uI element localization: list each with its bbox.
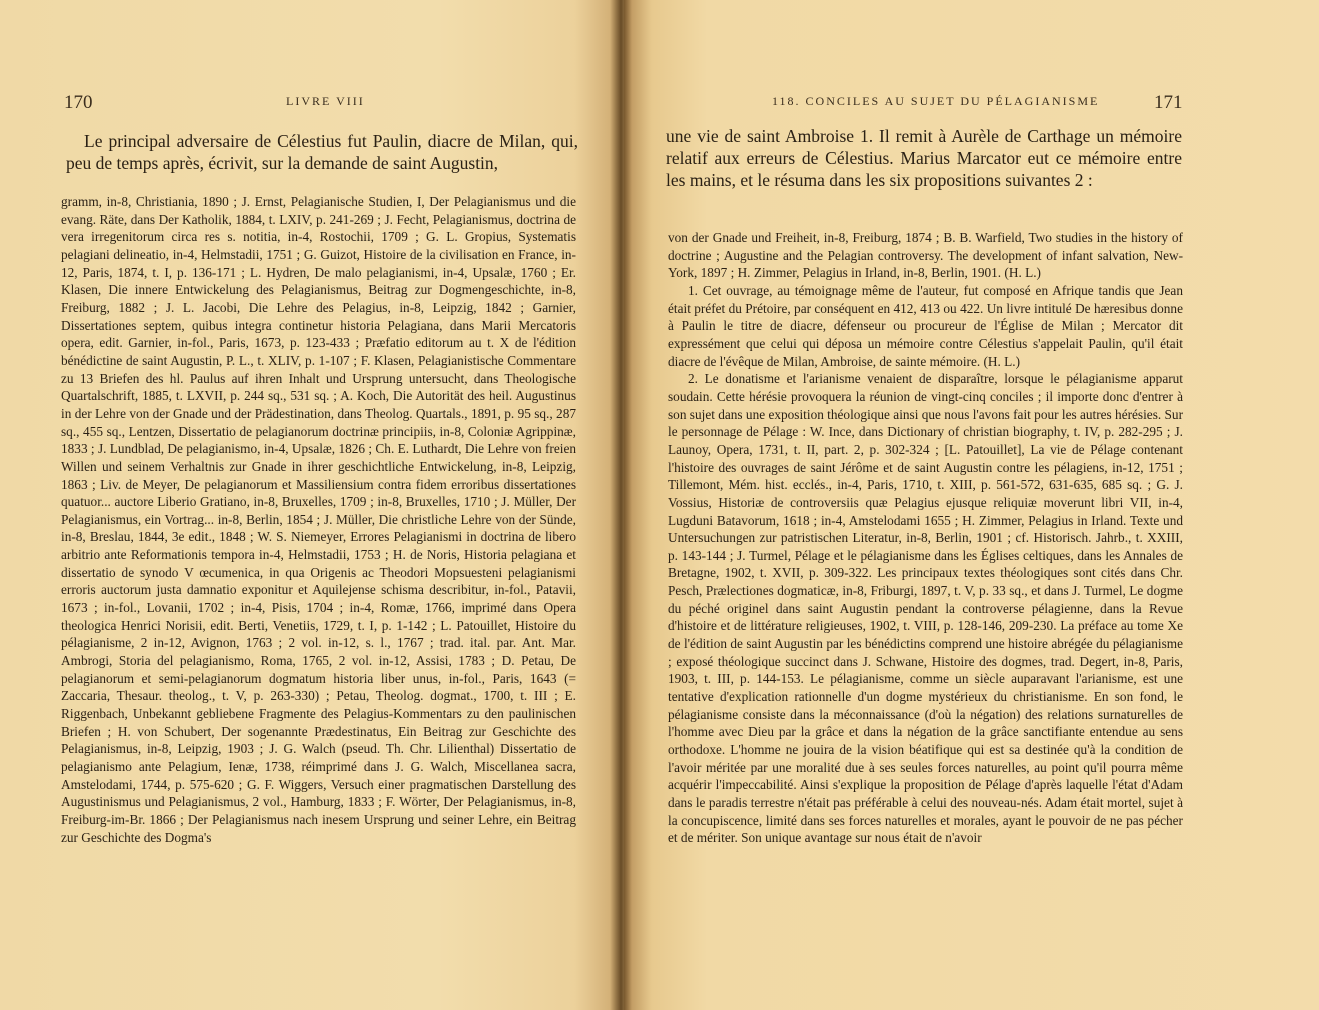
left-running-head: LIVRE VIII: [286, 94, 365, 108]
right-footnote-continuation: von der Gnade und Freiheit, in-8, Freiburg, 1874 ; B. B. Warfield, Two studies in the history of doctrine ; Augustine and the Pelagian controversy. The development of infant salvation, New-York, 1897 ; H. Zimmer, Pelagius in Irland, in-8, Berlin, 1901. (H. L.): [668, 230, 1183, 281]
left-lead-paragraph: [66, 130, 578, 174]
right-lead-text: une vie de saint Ambroise 1. Il remit à Aurèle de Carthage un mémoire relatif aux erreurs de Célestius. Marius Marcator eut ce mémoire entre les mains, et le résuma dans les six propositions suivantes 2 :: [666, 126, 1182, 190]
right-lead-paragraph: [666, 125, 1182, 191]
right-footnote-1: 1. Cet ouvrage, au témoignage même de l'auteur, fut composé en Afrique tandis que Jean était préfet du Prétoire, par conséquent en 412, 413 ou 422. Un livre intitulé De hæresibus donne à Paulin le titre de diacre, défenseur ou procureur de l'Église de Milan ; Mercator dit expressément que celui qui déposa un mémoire contre Célestius s'appelait Paulin, qu'il était diacre de l'évêque de Milan, Ambroise, de sainte mémoire. (H. L.): [668, 282, 1183, 369]
left-footnotes: [61, 193, 576, 846]
left-footnote-text: gramm, in-8, Christiania, 1890 ; J. Ernst, Pelagianische Studien, I, Der Pelagianismus und die evang. Räte, dans Der Katholik, 1884, t. LXIV, p. 241-269 ; J. Fecht, Pelagianismus, doctrina de vera irregenitorum circa res s. notitia, in-4, Rostochii, 1709 ; G. L. Gropius, Systematis pelagiani delineatio, in-4, Helmstadii, 1751 ; G. Guizot, Histoire de la civilisation en France, in-12, Paris, 1874, t. I, p. 136-171 ; L. Hydren, De malo pelagianismi, in-4, Upsalæ, 1760 ; Er. Klasen, Die innere Entwickelung des Pelagianismus, Beitrag zur Dogmengeschichte, in-8, Freiburg, 1882 ; J. L. Jacobi, Die Lehre des Pelagius, in-8, Leipzig, 1842 ; Garnier, Dissertationes septem, quibus integra continetur historia Pelagiana, dans Marii Mercatoris opera, edit. Garnier, in-fol., Paris, 1673, p. 123-433 ; Præfatio editorum au t. X de l'édition bénédictine de saint Augustin, P. L., t. XLIV, p. 1-107 ; F. Klasen, Pelagianistische Commentare zu 13 Briefen des hl. Paulus auf ihren Inhalt und Ursprung untersucht, dans Theologische Quartalschrift, 1885, t. LXVII, p. 244 sq., 531 sq. ; A. Koch, Die Autorität des heil. Augustinus in der Lehre von der Gnade und der Prädestination, dans Theolog. Quartals., 1891, p. 95 sq., 287 sq., 455 sq., Lentzen, Dissertatio de pelagianorum doctrinæ principiis, in-8, Coloniæ Agrippinæ, 1833 ; J. Lundblad, De pelagianismo, in-4, Upsalæ, 1826 ; Ch. E. Luthardt, Die Lehre von freien Willen und seinem Verhaltnis zur Gnade in ihrer geschichtliche Entwickelung, in-8, Leipzig, 1863 ; Liv. de Meyer, De pelagianorum et Massiliensium contra fidem erroribus dissertationes quatuor... auctore Liberio Gratiano, in-8, Bruxelles, 1709 ; in-8, Bruxelles, 1710 ; J. Müller, Der Pelagianismus, ein Vortrag... in-8, Berlin, 1854 ; J. Müller, Die christliche Lehre von der Sünde, in-8, Breslau, 1844, 3e edit., 1848 ; W. S. Niemeyer, Errores Pelagianismi in doctrina de libero arbitrio ante Reformationis tempora in-4, Helmstadii, 1753 ; H. de Noris, Historia pelagiana et dissertatio de synodo V œcumenica, in qua Origenis ac Theodori Mopsuesteni pelagianismi erroris auctorum justa damnatio exponitur et Aquilejense schisma describitur, in-fol., Patavii, 1673 ; in-fol., Lovanii, 1702 ; in-4, Pisis, 1704 ; in-4, Romæ, 1766, imprimé dans Opera theologica Henrici Norisii, edit. Berti, Venetiis, 1729, t. I, p. 1-142 ; L. Patouillet, Histoire du pélagianisme, 2 in-12, Avignon, 1763 ; 2 vol. in-12, s. l., 1767 ; trad. ital. par. Ant. Mar. Ambrogi, Storia del pelagianismo, Roma, 1765, 2 vol. in-12, Assisi, 1783 ; D. Petau, De pelagianorum et semi-pelagianorum dogmatum historia liber unus, in-fol., Paris, 1643 (= Zaccaria, Thesaur. theolog., t. V, p. 263-330) ; Petau, Theolog. dogmat., 1700, t. III ; E. Riggenbach, Unbekannt gebliebene Fragmente des Pelagius-Kommentars zu den paulinischen Briefen ; H. von Schubert, Der sogenannte Prædestinatus, Ein Beitrag zur Geschichte des Pelagianismus, in-8, Leipzig, 1903 ; J. G. Walch (pseud. Th. Chr. Lilienthal) Dissertatio de pelagianismo ante Pelagium, Ienæ, 1738, réimprimé dans J. G. Walch, Miscellanea sacra, Amstelodami, 1744, p. 575-620 ; G. F. Wiggers, Versuch einer pragmatischen Darstellung des Augustinismus und Pelagianismus, 2 vol., Hamburg, 1833 ; F. Wörter, Der Pelagianismus, in-8, Freiburg-im-Br. 1866 ; Der Pelagianismus nach inesem Ursprung und seiner Lehre, ein Beitrag zur Geschichte des Dogma's: [61, 194, 576, 845]
left-lead-text: Le principal adversaire de Célestius fut Paulin, diacre de Milan, qui, peu de temps après, écrivit, sur la demande de saint Augustin,: [66, 131, 578, 173]
book-gutter: [610, 0, 632, 1010]
right-page: [624, 0, 1319, 1010]
right-footnote-2: 2. Le donatisme et l'arianisme venaient de disparaître, lorsque le pélagianisme apparut soudain. Cette hérésie provoquera la réunion de vingt-cinq conciles ; il importe donc d'entrer à son sujet dans une exposition théologique ainsi que nous l'avons fait pour les autres hérésies. Sur le personnage de Pélage : W. Ince, dans Dictionary of christian biography, t. IV, p. 282-295 ; J. Launoy, Opera, 1731, t. II, part. 2, p. 302-324 ; [L. Patouillet], La vie de Pélage contenant l'histoire des ouvrages de saint Jérôme et de saint Augustin contre les pélagiens, in-12, 1751 ; Tillemont, Mém. hist. ecclés., in-4, Paris, 1710, t. XIII, p. 561-572, 631-635, 685 sq. ; G. J. Vossius, Historiæ de controversiis quæ Pelagius ejusque reliquiæ moverunt libri VII, in-4, Lugduni Batavorum, 1618 ; in-4, Amstelodami 1655 ; H. Zimmer, Pelagius in Irland. Texte und Untersuchungen zur patristischen Literatur, in-8, Berlin, 1901 ; cf. Historisch. Jahrb., t. XXIII, p. 143-144 ; J. Turmel, Pélage et le pélagianisme dans les Églises celtiques, dans les Annales de Bretagne, 1902, t. XVII, p. 309-322. Les principaux textes théologiques sont cités dans Chr. Pesch, Prælectiones dogmaticæ, in-8, Friburgi, 1897, t. V, p. 33 sq., et dans J. Turmel, Le dogme du péché originel dans saint Augustin pendant la controverse pélagienne, dans la Revue d'histoire et de littérature religieuses, 1902, t. VIII, p. 128-146, 209-230. La préface au tome Xe de l'édition de saint Augustin par les bénédictins comprend une histoire abrégée du pélagianisme ; exposé théologique succinct dans J. Schwane, Histoire des dogmes, trad. Degert, in-8, Paris, 1903, t. III, p. 144-153. Le pélagianisme, comme un siècle auparavant l'arianisme, est une tentative d'explication rationnelle d'un dogme mystérieux du christianisme. En son fond, le pélagianisme consiste dans la méconnaissance (d'où la négation) des relations surnaturelles de l'homme avec Dieu par la grâce et dans la négation de la grâce sanctifiante entendue au sens orthodoxe. L'homme ne jouira de la vision béatifique qui est sa destinée qu'à la condition de l'avoir méritée par une moralité due à ses seules forces naturelles, au point qu'il pourra même acquérir l'impeccabilité. Ainsi s'explique la proposition de Pélage d'après laquelle l'état d'Adam dans le paradis terrestre n'était pas préférable à celui des nouveau-nés. Adam était mortel, sujet à la concupiscence, limité dans ses forces naturelles et morales, ayant le pouvoir de ne pas pécher et de mériter. Son unique avantage sur nous était de n'avoir: [668, 371, 1183, 846]
right-running-head: 118. CONCILES AU SUJET DU PÉLAGIANISME: [772, 94, 1100, 108]
left-page-number: 170: [64, 92, 93, 113]
right-footnotes: [668, 229, 1183, 847]
right-page-number: 171: [1154, 92, 1183, 113]
left-page: [0, 0, 624, 1010]
